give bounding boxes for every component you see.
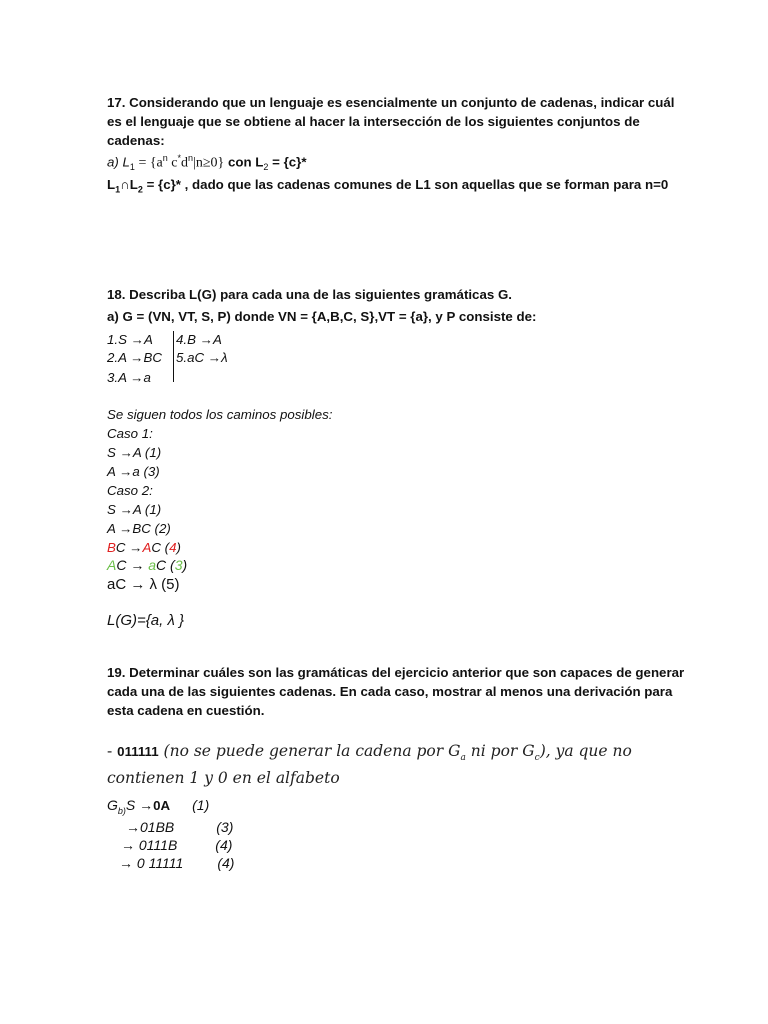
- q19-line-1: 19. Determinar cuáles son las gramáticas del ejercicio anterior que son capaces de generar: [107, 665, 685, 680]
- q18-rule-1: 1.S →A: [107, 332, 153, 347]
- q18-intro: Se siguen todos los caminos posibles:: [107, 407, 333, 422]
- q18-rule-2: 2.A →BC: [107, 350, 162, 365]
- q19-derivation-step-3: → 0 11111 (4): [119, 855, 235, 871]
- q18-case2-step-1: S →A (1): [107, 502, 162, 517]
- q19-derivation-step-1: →01BB (3): [126, 819, 234, 835]
- q19-derivation-step-2: → 0111B (4): [121, 837, 233, 853]
- q17-language-definition: a) $L_1 = \{a^n$ $c^*d^n|n\ge 0$} con $L_2 = \{c\}*$: [107, 153, 307, 173]
- q18-result: L(G)={a, λ }: [107, 612, 185, 629]
- q19-item: - 011111 (no se puede generar la cadena por $G_a$ ni por $G_c$), ya que no: [107, 742, 632, 764]
- q18-case2-step-2: A →BC (2): [107, 521, 171, 536]
- q18-case-2: Caso 2:: [107, 483, 153, 498]
- q18-case1-step-2: A →a (3): [107, 464, 160, 479]
- q18-case2-step-5: aC → λ (5): [107, 576, 180, 593]
- q19-note-2: contienen 1 y 0 en el alfabeto: [107, 769, 340, 787]
- rules-divider: [173, 331, 174, 382]
- q18-rule-4: 4.B →A: [176, 332, 222, 347]
- q19-line-2: cada una de las siguientes cadenas. En cada caso, mostrar al menos una derivación para: [107, 684, 673, 699]
- q18-title: 18. Describa L(G) para cada una de las siguientes gramáticas G.: [107, 287, 512, 302]
- q18-case2-step-4: AC → aC (3): [107, 557, 188, 573]
- q18-rule-5: 5.aC →λ: [176, 350, 228, 365]
- q18-rule-3: 3.A →a: [107, 370, 151, 385]
- q17-result: $L_1\cap L_2 = \{c\}*$ , dado que las cadenas comunes de L1 son aquellas que se forman para n=0: [107, 177, 669, 195]
- q19-derivation-head: $G_{b)}S \to 0A$ (1): [107, 797, 210, 816]
- q19-line-3: esta cadena en cuestión.: [107, 703, 265, 718]
- q18-case-1: Caso 1:: [107, 426, 153, 441]
- q17-line-1: 17. Considerando que un lenguaje es esencialmente un conjunto de cadenas, indicar cuál: [107, 95, 675, 110]
- q17-line-3: cadenas:: [107, 133, 165, 148]
- q18-grammar: a) G = (VN, VT, S, P) donde VN = {A,B,C, S},VT = {a}, y P consiste de:: [107, 309, 537, 324]
- q17-line-2: es el lenguaje que se obtiene al hacer la intersección de los siguientes conjuntos de: [107, 114, 640, 129]
- q18-case1-step-1: S →A (1): [107, 445, 162, 460]
- q18-case2-step-3: BC →AC (4): [107, 540, 181, 555]
